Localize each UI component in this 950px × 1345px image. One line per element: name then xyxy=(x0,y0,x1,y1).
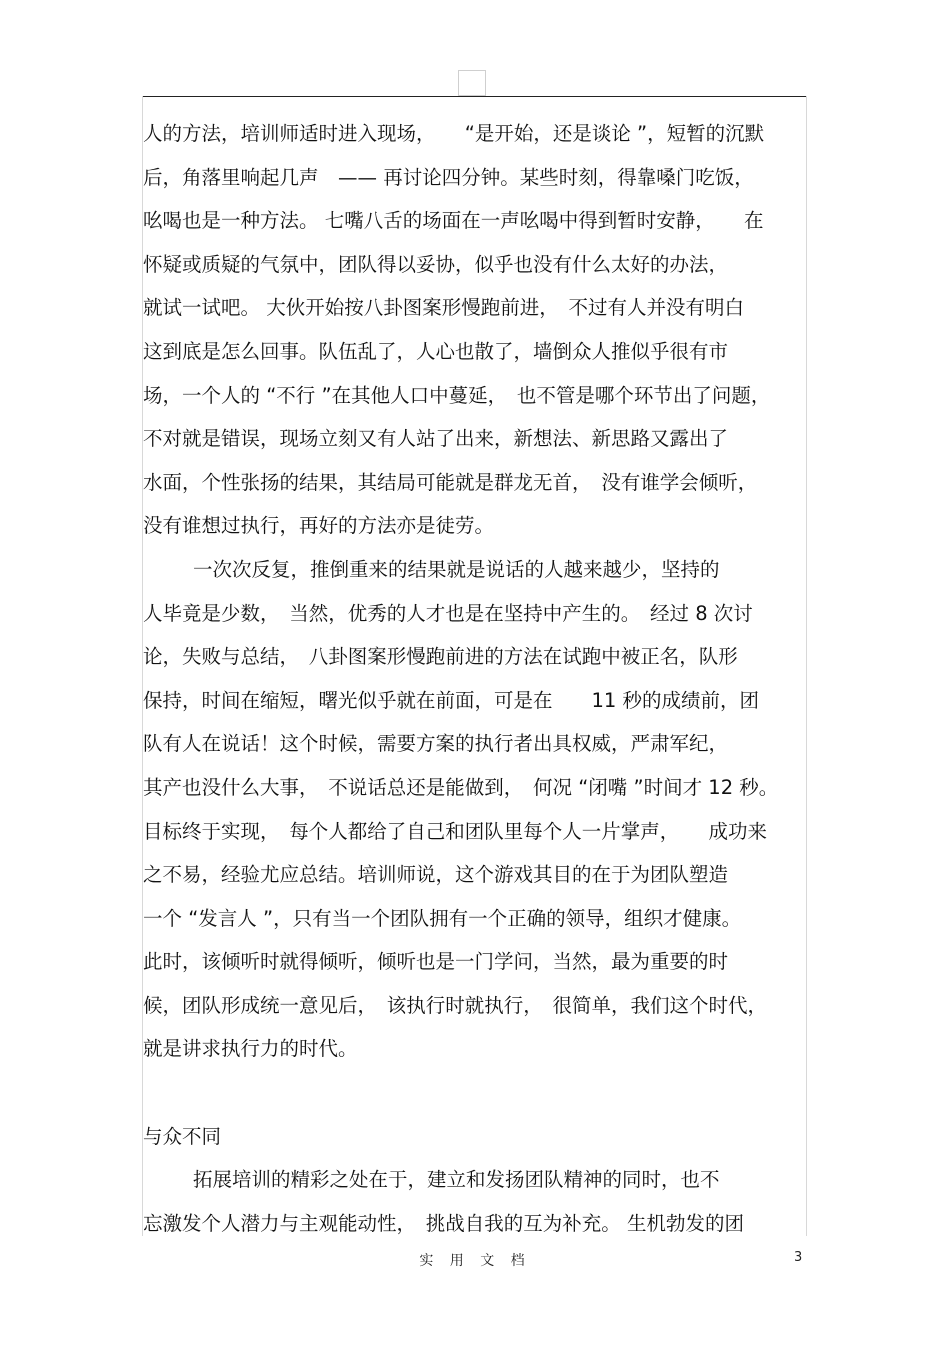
paragraph-start-line: 拓展培训的精彩之处在于，建立和发扬团队精神的同时，也不 xyxy=(193,1168,720,1192)
text-line: 怀疑或质疑的气氛中，团队得以妥协，似乎也没有什么太好的办法， xyxy=(143,252,729,276)
text-line: 这到底是怎么回事。队伍乱了，人心也散了，墙倒众人推似乎很有市 xyxy=(143,339,729,363)
text-line: 人毕竟是少数， 当然，优秀的人才也是在坚持中产生的。 经过 8 次讨 xyxy=(143,601,753,625)
text-line: 就是讲求执行力的时代。 xyxy=(143,1037,358,1061)
text-line: 队有人在说话！这个时候，需要方案的执行者出具权威，严肃军纪， xyxy=(143,732,729,756)
text-line: 就试一试吧。 大伙开始按八卦图案形慢跑前进， 不过有人并没有明白 xyxy=(143,296,744,320)
header-rule xyxy=(142,96,807,97)
text-line: 论，失败与总结， 八卦图案形慢跑前进的方法在试跑中被正名，队形 xyxy=(143,645,738,669)
text-line: 此时，该倾听时就得倾听，倾听也是一门学问，当然，最为重要的时 xyxy=(143,950,729,974)
text-line: 后，角落里响起几声 —— 再讨论四分钟。某些时刻，得靠嗓门吃饭， xyxy=(143,165,754,189)
text-line: 水面，个性张扬的结果，其结局可能就是群龙无首， 没有谁学会倾听， xyxy=(143,470,758,494)
header-placeholder-box xyxy=(458,70,486,96)
text-line: 目标终于实现， 每个人都给了自己和团队里每个人一片掌声， 成功来 xyxy=(143,819,768,843)
footer-label: 实 用 文 档 xyxy=(419,1253,531,1269)
text-line: 一个 “发言人 ”，只有当一个团队拥有一个正确的领导，组织才健康。 xyxy=(143,906,742,930)
document-body xyxy=(143,112,807,1245)
text-line: 吆喝也是一种方法。 七嘴八舌的场面在一声吆喝中得到暂时安静， 在 xyxy=(143,209,764,233)
text-line: 人的方法，培训师适时进入现场， “是开始，还是谈论 ”，短暂的沉默 xyxy=(143,122,765,145)
paragraph-start-line: 一次次反复，推倒重来的结果就是说话的人越来越少，坚持的 xyxy=(193,557,720,581)
text-line: 其产也没什么大事， 不说话总还是能做到， 何况 “闭嘴 ”时间才 12 秒。 xyxy=(143,775,779,799)
text-line: 场，一个人的 “不行 ”在其他人口中蔓延， 也不管是哪个环节出了问题， xyxy=(143,383,771,407)
section-heading: 与众不同 xyxy=(143,1124,222,1148)
page-number: 3 xyxy=(794,1250,803,1265)
text-line: 不对就是错误，现场立刻又有人站了出来，新想法、新思路又露出了 xyxy=(143,427,729,451)
text-line: 忘激发个人潜力与主观能动性， 挑战自我的互为补充。 生机勃发的团 xyxy=(143,1211,744,1235)
text-line: 之不易，经验尤应总结。培训师说，这个游戏其目的在于为团队塑造 xyxy=(143,863,729,887)
text-line: 没有谁想过执行，再好的方法亦是徒劳。 xyxy=(143,514,495,538)
blank-line xyxy=(143,1071,807,1115)
text-line: 保持，时间在缩短，曙光似乎就在前面，可是在 11 秒的成绩前，团 xyxy=(143,688,760,712)
text-line: 候，团队形成统一意见后， 该执行时就执行， 很简单，我们这个时代， xyxy=(143,993,768,1017)
